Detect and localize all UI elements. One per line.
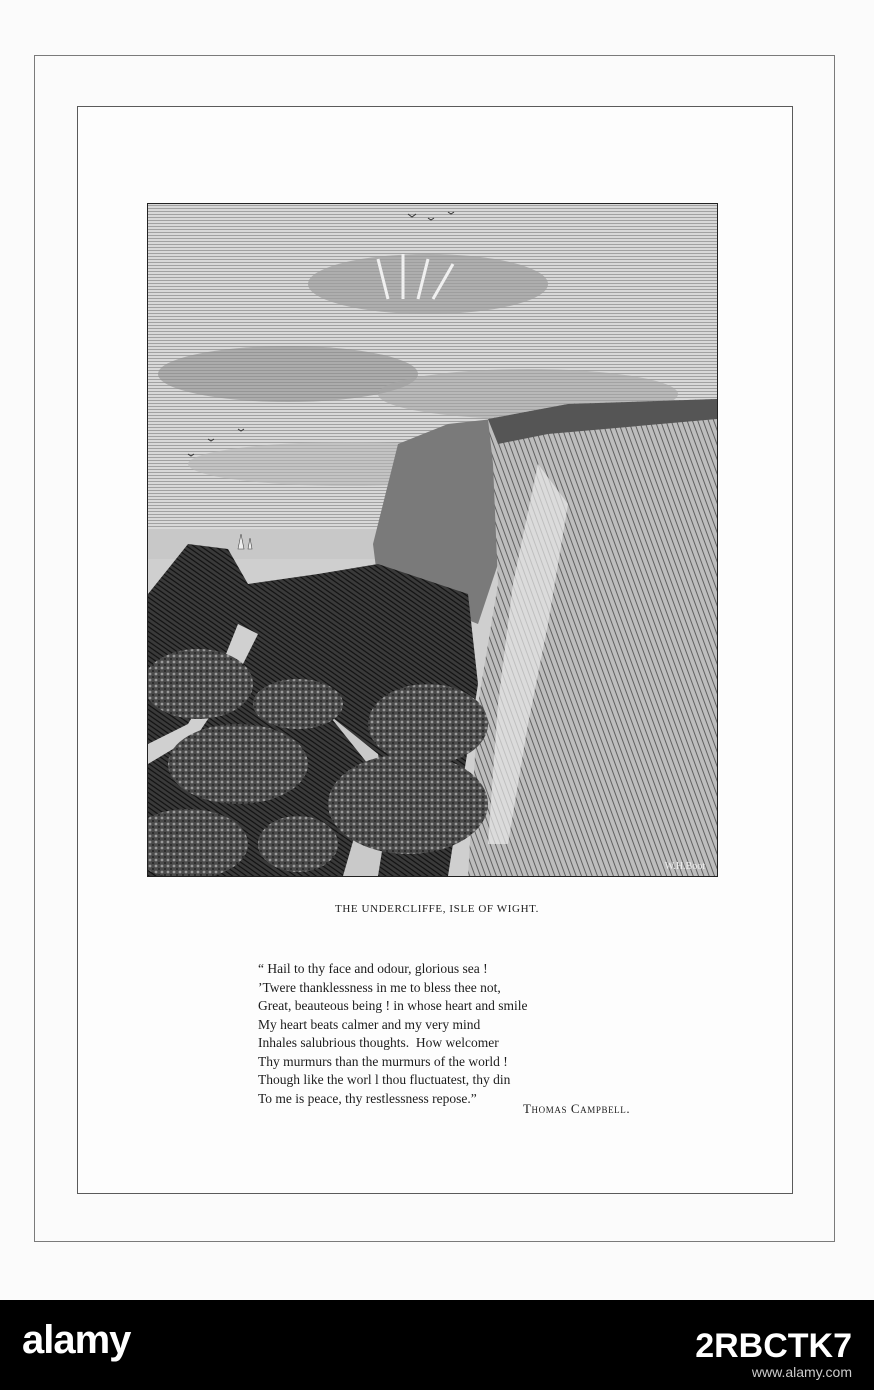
- watermark-footer: [0, 1300, 874, 1390]
- watermark-url: www.alamy.com: [751, 1364, 852, 1380]
- poem-line: To me is peace, thy restlessness repose.”: [258, 1090, 477, 1106]
- engraver-signature: W.H.Boot: [664, 861, 705, 872]
- cliff-engraving-illustration: [147, 203, 718, 877]
- alamy-logo: alamy: [22, 1318, 131, 1362]
- poem-line: Though like the worl l thou fluctuatest, thy din: [258, 1072, 511, 1087]
- poem-line: ’Twere thanklessness in me to bless thee not,: [258, 979, 501, 995]
- poem-attribution: Thomas Campbell.: [523, 1101, 631, 1116]
- undercliffe-landscape-picture: [148, 204, 717, 876]
- image-id: 2RBCTK7: [695, 1327, 852, 1365]
- poem-block: [258, 960, 658, 1108]
- poem-line: Great, beauteous being ! in whose heart and smile: [258, 998, 528, 1013]
- poem-line: Inhales salubrious thoughts. How welcomer: [258, 1035, 499, 1050]
- poem-line: Thy murmurs than the murmurs of the world !: [258, 1053, 508, 1069]
- poem-line: “ Hail to thy face and odour, glorious sea !: [258, 961, 488, 976]
- illustration-caption: THE UNDERCLIFFE, ISLE OF WIGHT.: [335, 903, 539, 915]
- poem-line: My heart beats calmer and my very mind: [258, 1016, 481, 1032]
